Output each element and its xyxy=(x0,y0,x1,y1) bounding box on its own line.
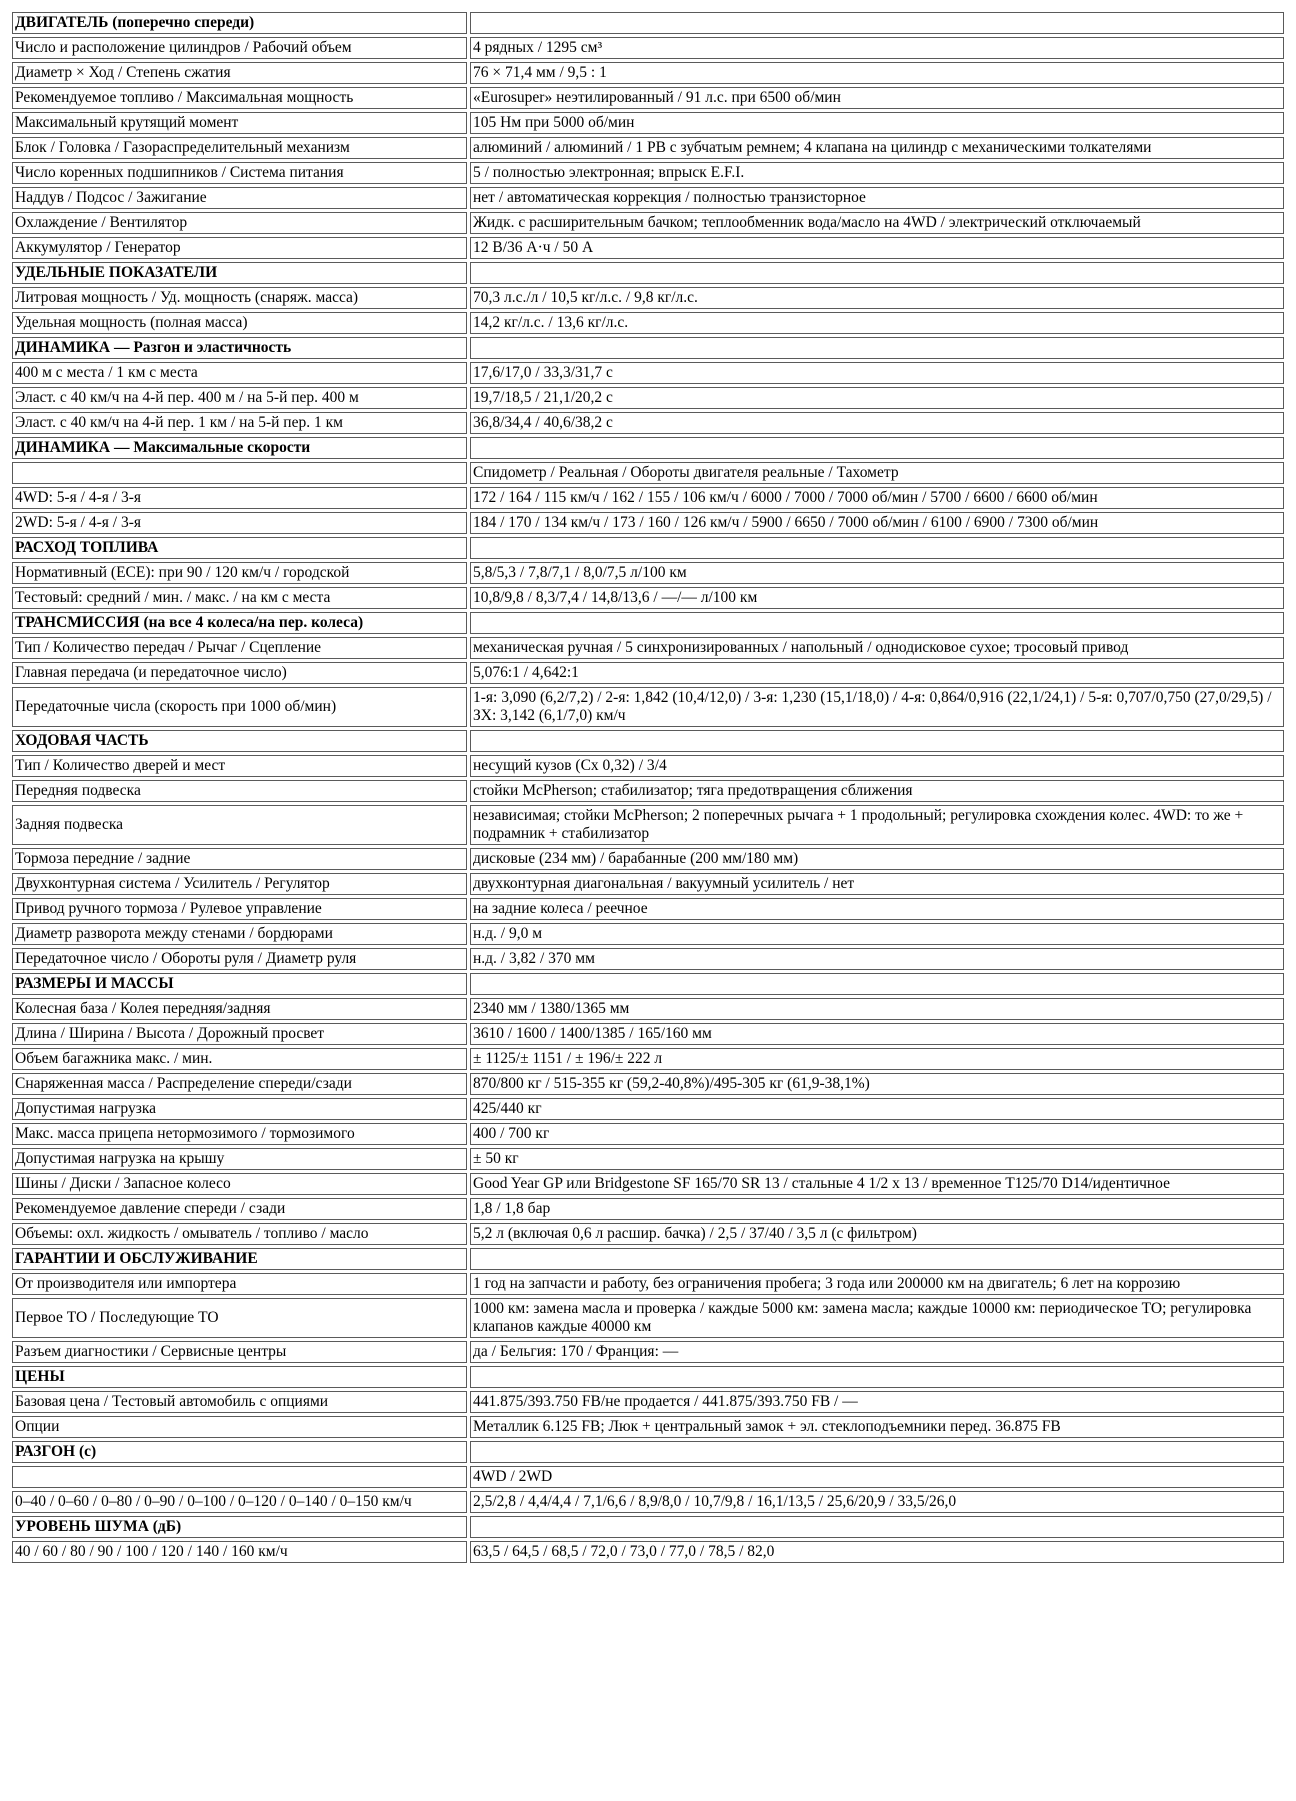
spec-label: Привод ручного тормоза / Рулевое управление xyxy=(12,898,467,920)
spec-label: Тип / Количество дверей и мест xyxy=(12,755,467,777)
spec-row xyxy=(12,1541,1284,1563)
section-title: ГАРАНТИИ И ОБСЛУЖИВАНИЕ xyxy=(12,1248,467,1270)
spec-value: 105 Нм при 5000 об/мин xyxy=(470,112,1284,134)
spec-row xyxy=(12,1391,1284,1413)
section-title: ЦЕНЫ xyxy=(12,1366,467,1388)
spec-value xyxy=(470,973,1284,995)
section-title: ТРАНСМИССИЯ (на все 4 колеса/на пер. колеса) xyxy=(12,612,467,634)
spec-row xyxy=(12,462,1284,484)
spec-row xyxy=(12,137,1284,159)
spec-value: 17,6/17,0 / 33,3/31,7 с xyxy=(470,362,1284,384)
spec-label: Задняя подвеска xyxy=(12,805,467,845)
spec-value: н.д. / 3,82 / 370 мм xyxy=(470,948,1284,970)
spec-row xyxy=(12,1341,1284,1363)
spec-row xyxy=(12,948,1284,970)
spec-label: Число и расположение цилиндров / Рабочий объем xyxy=(12,37,467,59)
spec-label xyxy=(12,462,467,484)
spec-label xyxy=(12,1466,467,1488)
spec-row xyxy=(12,1416,1284,1438)
spec-label: Удельная мощность (полная масса) xyxy=(12,312,467,334)
spec-label: Эласт. с 40 км/ч на 4-й пер. 400 м / на 5-й пер. 400 м xyxy=(12,387,467,409)
spec-row xyxy=(12,1073,1284,1095)
section-title: РАЗМЕРЫ И МАССЫ xyxy=(12,973,467,995)
spec-value: 10,8/9,8 / 8,3/7,4 / 14,8/13,6 / —/— л/100 км xyxy=(470,587,1284,609)
spec-value: 76 × 71,4 мм / 9,5 : 1 xyxy=(470,62,1284,84)
spec-row xyxy=(12,873,1284,895)
spec-value xyxy=(470,612,1284,634)
spec-row xyxy=(12,1198,1284,1220)
spec-row xyxy=(12,387,1284,409)
spec-value: на задние колеса / реечное xyxy=(470,898,1284,920)
spec-value: 2340 мм / 1380/1365 мм xyxy=(470,998,1284,1020)
spec-label: Нормативный (ECE): при 90 / 120 км/ч / городской xyxy=(12,562,467,584)
spec-row xyxy=(12,1123,1284,1145)
spec-row xyxy=(12,562,1284,584)
spec-value: 4WD / 2WD xyxy=(470,1466,1284,1488)
spec-row xyxy=(12,212,1284,234)
spec-row xyxy=(12,1491,1284,1513)
section-title: ДИНАМИКА — Разгон и эластичность xyxy=(12,337,467,359)
spec-row xyxy=(12,1298,1284,1338)
spec-label: Макс. масса прицепа нетормозимого / тормозимого xyxy=(12,1123,467,1145)
spec-value: «Eurosuper» неэтилированный / 91 л.с. при 6500 об/мин xyxy=(470,87,1284,109)
spec-value: н.д. / 9,0 м xyxy=(470,923,1284,945)
spec-label: 4WD: 5-я / 4-я / 3-я xyxy=(12,487,467,509)
spec-label: Снаряженная масса / Распределение спереди/сзади xyxy=(12,1073,467,1095)
spec-row xyxy=(12,487,1284,509)
spec-label: Базовая цена / Тестовый автомобиль с опциями xyxy=(12,1391,467,1413)
spec-table xyxy=(9,9,1287,1566)
spec-row xyxy=(12,237,1284,259)
spec-label: 40 / 60 / 80 / 90 / 100 / 120 / 140 / 160 км/ч xyxy=(12,1541,467,1563)
spec-value: 425/440 кг xyxy=(470,1098,1284,1120)
spec-label: Рекомендуемое давление спереди / сзади xyxy=(12,1198,467,1220)
section-title: РАЗГОН (с) xyxy=(12,1441,467,1463)
spec-label: Объем багажника макс. / мин. xyxy=(12,1048,467,1070)
spec-value: 5,8/5,3 / 7,8/7,1 / 8,0/7,5 л/100 км xyxy=(470,562,1284,584)
spec-label: Тестовый: средний / мин. / макс. / на км с места xyxy=(12,587,467,609)
spec-row xyxy=(12,687,1284,727)
spec-label: Передаточное число / Обороты руля / Диаметр руля xyxy=(12,948,467,970)
spec-value: 4 рядных / 1295 см³ xyxy=(470,37,1284,59)
spec-label: Объемы: охл. жидкость / омыватель / топливо / масло xyxy=(12,1223,467,1245)
spec-row xyxy=(12,287,1284,309)
spec-label: Диаметр разворота между стенами / бордюрами xyxy=(12,923,467,945)
spec-value: несущий кузов (Cx 0,32) / 3/4 xyxy=(470,755,1284,777)
spec-value: Жидк. с расширительным бачком; теплообменник вода/масло на 4WD / электрический отключаемый xyxy=(470,212,1284,234)
section-header-row xyxy=(12,262,1284,284)
spec-label: Передаточные числа (скорость при 1000 об/мин) xyxy=(12,687,467,727)
spec-row xyxy=(12,587,1284,609)
spec-row xyxy=(12,1048,1284,1070)
spec-value: 1 год на запчасти и работу, без ограничения пробега; 3 года или 200000 км на двигатель; 6 лет на коррозию xyxy=(470,1273,1284,1295)
spec-label: Аккумулятор / Генератор xyxy=(12,237,467,259)
spec-label: Шины / Диски / Запасное колесо xyxy=(12,1173,467,1195)
spec-value: 441.875/393.750 FB/не продается / 441.875/393.750 FB / — xyxy=(470,1391,1284,1413)
spec-value xyxy=(470,537,1284,559)
spec-value xyxy=(470,1441,1284,1463)
spec-value: 400 / 700 кг xyxy=(470,1123,1284,1145)
section-header-row xyxy=(12,612,1284,634)
spec-value: двухконтурная диагональная / вакуумный усилитель / нет xyxy=(470,873,1284,895)
spec-label: 400 м с места / 1 км с места xyxy=(12,362,467,384)
spec-row xyxy=(12,1148,1284,1170)
spec-label: Наддув / Подсос / Зажигание xyxy=(12,187,467,209)
spec-row xyxy=(12,187,1284,209)
spec-label: Главная передача (и передаточное число) xyxy=(12,662,467,684)
spec-value xyxy=(470,337,1284,359)
spec-label: Разъем диагностики / Сервисные центры xyxy=(12,1341,467,1363)
spec-label: Максимальный крутящий момент xyxy=(12,112,467,134)
spec-row xyxy=(12,1098,1284,1120)
spec-row xyxy=(12,62,1284,84)
spec-row xyxy=(12,512,1284,534)
spec-row xyxy=(12,362,1284,384)
spec-value: независимая; стойки McPherson; 2 поперечных рычага + 1 продольный; регулировка схождения колес. 4WD: то же + подрамник + стабилизатор xyxy=(470,805,1284,845)
spec-row xyxy=(12,898,1284,920)
spec-row xyxy=(12,923,1284,945)
spec-row xyxy=(12,1223,1284,1245)
spec-label: Длина / Ширина / Высота / Дорожный просвет xyxy=(12,1023,467,1045)
spec-value: 1000 км: замена масла и проверка / каждые 5000 км: замена масла; каждые 10000 км: периодическое ТО; регулировка клапанов каждые 40000 км xyxy=(470,1298,1284,1338)
spec-value: 184 / 170 / 134 км/ч / 173 / 160 / 126 км/ч / 5900 / 6650 / 7000 об/мин / 6100 / 6900 / 7300 об/мин xyxy=(470,512,1284,534)
section-header-row xyxy=(12,437,1284,459)
spec-label: Блок / Головка / Газораспределительный механизм xyxy=(12,137,467,159)
spec-value: 19,7/18,5 / 21,1/20,2 с xyxy=(470,387,1284,409)
spec-value: алюминий / алюминий / 1 РВ с зубчатым ремнем; 4 клапана на цилиндр с механическими толкателями xyxy=(470,137,1284,159)
spec-value: 14,2 кг/л.с. / 13,6 кг/л.с. xyxy=(470,312,1284,334)
spec-row xyxy=(12,1466,1284,1488)
spec-row xyxy=(12,998,1284,1020)
spec-table-body xyxy=(12,12,1284,1563)
spec-label: Допустимая нагрузка xyxy=(12,1098,467,1120)
spec-row xyxy=(12,848,1284,870)
spec-row xyxy=(12,1173,1284,1195)
spec-value: ± 1125/± 1151 / ± 196/± 222 л xyxy=(470,1048,1284,1070)
spec-label: Тип / Количество передач / Рычаг / Сцепление xyxy=(12,637,467,659)
spec-row xyxy=(12,637,1284,659)
spec-value xyxy=(470,437,1284,459)
spec-value: 5 / полностью электронная; впрыск E.F.I. xyxy=(470,162,1284,184)
spec-row xyxy=(12,312,1284,334)
spec-value xyxy=(470,1366,1284,1388)
spec-label: Эласт. с 40 км/ч на 4-й пер. 1 км / на 5-й пер. 1 км xyxy=(12,412,467,434)
spec-label: Допустимая нагрузка на крышу xyxy=(12,1148,467,1170)
spec-value: 70,3 л.с./л / 10,5 кг/л.с. / 9,8 кг/л.с. xyxy=(470,287,1284,309)
section-header-row xyxy=(12,337,1284,359)
spec-value xyxy=(470,730,1284,752)
section-header-row xyxy=(12,537,1284,559)
section-title: ДИНАМИКА — Максимальные скорости xyxy=(12,437,467,459)
spec-value xyxy=(470,12,1284,34)
spec-value: 172 / 164 / 115 км/ч / 162 / 155 / 106 км/ч / 6000 / 7000 / 7000 об/мин / 5700 / 6600 / 6600 об/мин xyxy=(470,487,1284,509)
spec-label: Колесная база / Колея передняя/задняя xyxy=(12,998,467,1020)
section-title: ДВИГАТЕЛЬ (поперечно спереди) xyxy=(12,12,467,34)
spec-row xyxy=(12,662,1284,684)
spec-label: Тормоза передние / задние xyxy=(12,848,467,870)
spec-row xyxy=(12,755,1284,777)
spec-value xyxy=(470,1248,1284,1270)
spec-value: да / Бельгия: 170 / Франция: — xyxy=(470,1341,1284,1363)
section-title: ХОДОВАЯ ЧАСТЬ xyxy=(12,730,467,752)
spec-label: Опции xyxy=(12,1416,467,1438)
spec-value: 2,5/2,8 / 4,4/4,4 / 7,1/6,6 / 8,9/8,0 / 10,7/9,8 / 16,1/13,5 / 25,6/20,9 / 33,5/26,0 xyxy=(470,1491,1284,1513)
section-header-row xyxy=(12,1248,1284,1270)
spec-value: дисковые (234 мм) / барабанные (200 мм/180 мм) xyxy=(470,848,1284,870)
spec-value xyxy=(470,262,1284,284)
spec-row xyxy=(12,780,1284,802)
section-title: УРОВЕНЬ ШУМА (дБ) xyxy=(12,1516,467,1538)
section-header-row xyxy=(12,1516,1284,1538)
spec-value: 12 В/36 А·ч / 50 А xyxy=(470,237,1284,259)
spec-row xyxy=(12,412,1284,434)
spec-value: 3610 / 1600 / 1400/1385 / 165/160 мм xyxy=(470,1023,1284,1045)
spec-value: Спидометр / Реальная / Обороты двигателя реальные / Тахометр xyxy=(470,462,1284,484)
section-title: УДЕЛЬНЫЕ ПОКАЗАТЕЛИ xyxy=(12,262,467,284)
spec-value: 870/800 кг / 515-355 кг (59,2-40,8%)/495-305 кг (61,9-38,1%) xyxy=(470,1073,1284,1095)
spec-value: механическая ручная / 5 синхронизированных / напольный / однодисковое сухое; тросовый привод xyxy=(470,637,1284,659)
spec-label: От производителя или импортера xyxy=(12,1273,467,1295)
spec-label: Первое ТО / Последующие ТО xyxy=(12,1298,467,1338)
spec-value: 1-я: 3,090 (6,2/7,2) / 2-я: 1,842 (10,4/12,0) / 3-я: 1,230 (15,1/18,0) / 4-я: 0,864/0,916 (22,1/24,1) / 5-я: 0,707/0,750 (27,0/29,5) / ЗХ: 3,142 (6,1/7,0) км/ч xyxy=(470,687,1284,727)
spec-value xyxy=(470,1516,1284,1538)
spec-value: 1,8 / 1,8 бар xyxy=(470,1198,1284,1220)
section-header-row xyxy=(12,12,1284,34)
spec-value: нет / автоматическая коррекция / полностью транзисторное xyxy=(470,187,1284,209)
spec-row xyxy=(12,112,1284,134)
spec-row xyxy=(12,87,1284,109)
spec-row xyxy=(12,805,1284,845)
section-header-row xyxy=(12,730,1284,752)
spec-label: Двухконтурная система / Усилитель / Регулятор xyxy=(12,873,467,895)
spec-row xyxy=(12,1273,1284,1295)
spec-label: Охлаждение / Вентилятор xyxy=(12,212,467,234)
section-header-row xyxy=(12,1366,1284,1388)
spec-value: 5,2 л (включая 0,6 л расшир. бачка) / 2,5 / 37/40 / 3,5 л (с фильтром) xyxy=(470,1223,1284,1245)
section-header-row xyxy=(12,973,1284,995)
spec-value: 36,8/34,4 / 40,6/38,2 с xyxy=(470,412,1284,434)
spec-row xyxy=(12,162,1284,184)
spec-value: 63,5 / 64,5 / 68,5 / 72,0 / 73,0 / 77,0 / 78,5 / 82,0 xyxy=(470,1541,1284,1563)
section-header-row xyxy=(12,1441,1284,1463)
spec-value: Good Year GP или Bridgestone SF 165/70 SR 13 / стальные 4 1/2 x 13 / временное T125/70 D14/идентичное xyxy=(470,1173,1284,1195)
spec-label: Литровая мощность / Уд. мощность (снаряж. масса) xyxy=(12,287,467,309)
spec-label: 0–40 / 0–60 / 0–80 / 0–90 / 0–100 / 0–120 / 0–140 / 0–150 км/ч xyxy=(12,1491,467,1513)
spec-label: 2WD: 5-я / 4-я / 3-я xyxy=(12,512,467,534)
spec-value: Металлик 6.125 FB; Люк + центральный замок + эл. стеклоподъемники перед. 36.875 FB xyxy=(470,1416,1284,1438)
spec-label: Рекомендуемое топливо / Максимальная мощность xyxy=(12,87,467,109)
section-title: РАСХОД ТОПЛИВА xyxy=(12,537,467,559)
spec-label: Диаметр × Ход / Степень сжатия xyxy=(12,62,467,84)
spec-value: ± 50 кг xyxy=(470,1148,1284,1170)
spec-label: Число коренных подшипников / Система питания xyxy=(12,162,467,184)
spec-row xyxy=(12,37,1284,59)
spec-value: стойки McPherson; стабилизатор; тяга предотвращения сближения xyxy=(470,780,1284,802)
spec-label: Передняя подвеска xyxy=(12,780,467,802)
spec-row xyxy=(12,1023,1284,1045)
spec-value: 5,076:1 / 4,642:1 xyxy=(470,662,1284,684)
